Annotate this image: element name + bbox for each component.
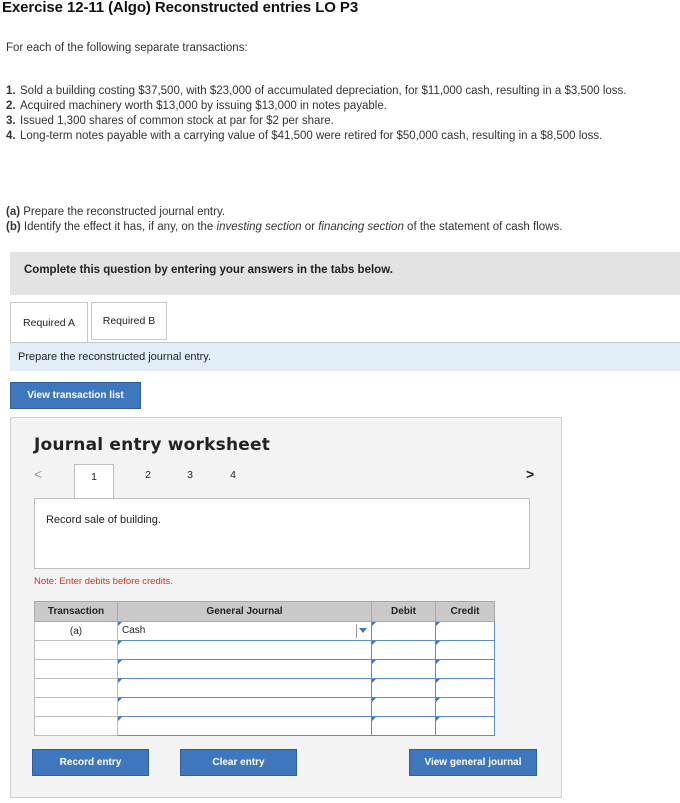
chevron-right-icon[interactable]: > (526, 466, 535, 482)
clear-entry-button[interactable]: Clear entry (180, 749, 297, 776)
page-tab-2[interactable]: 2 (145, 469, 151, 481)
transaction-text: Issued 1,300 shares of common stock at par for $2 per share. (20, 115, 334, 127)
transaction-text: Long-term notes payable with a carrying value of $41,500 were retired for $50,000 cash, resulting in a $8,500 loss. (20, 130, 603, 142)
instruction-b-label: (b) (6, 221, 21, 233)
column-header-credit: Credit (436, 602, 495, 622)
instruction-b-text: or (301, 221, 319, 233)
entry-note: Note: Enter debits before credits. (34, 576, 173, 587)
page-tab-1[interactable]: 1 (74, 464, 114, 498)
credit-input[interactable] (436, 679, 495, 698)
input-marker (436, 641, 440, 645)
column-header-debit: Debit (372, 602, 436, 622)
table-row (35, 717, 495, 736)
input-marker (436, 622, 440, 626)
entry-description-box (34, 498, 530, 569)
account-select[interactable] (118, 641, 372, 660)
view-general-journal-button[interactable]: View general journal (409, 749, 537, 776)
instructions (6, 205, 562, 235)
page-tab-3[interactable]: 3 (187, 469, 193, 481)
input-marker (372, 641, 376, 645)
prompt-banner (10, 342, 680, 371)
debit-input[interactable] (372, 660, 436, 679)
transaction-item (6, 114, 674, 129)
entry-description: Record sale of building. (46, 514, 161, 526)
tab-required-b[interactable]: Required B (91, 302, 167, 340)
transaction-item (6, 99, 674, 114)
worksheet-title: Journal entry worksheet (34, 435, 271, 455)
credit-input[interactable] (436, 698, 495, 717)
transaction-cell (35, 679, 118, 698)
input-marker (372, 622, 376, 626)
input-marker (118, 641, 122, 645)
transaction-text: Sold a building costing $37,500, with $23,000 of accumulated depreciation, for $11,000 cash, resulting in a $3,500 loss. (20, 85, 627, 97)
account-select[interactable] (118, 717, 372, 736)
input-marker (372, 717, 376, 721)
input-marker (372, 679, 376, 683)
transaction-text: Acquired machinery worth $13,000 by issuing $13,000 in notes payable. (20, 100, 387, 112)
transaction-item (6, 129, 674, 144)
complete-question-banner (10, 252, 680, 295)
credit-input[interactable] (436, 660, 495, 679)
intro-text: For each of the following separate transactions: (6, 42, 248, 54)
tab-required-a[interactable]: Required A (10, 302, 88, 342)
input-marker (436, 717, 440, 721)
journal-table-header (35, 602, 495, 622)
transaction-cell: (a) (35, 622, 118, 641)
account-value: Cash (122, 625, 146, 636)
credit-input[interactable] (436, 622, 495, 641)
instruction-b-emphasis: financing section (318, 221, 404, 233)
instruction-a (6, 205, 562, 220)
credit-input[interactable] (436, 717, 495, 736)
input-marker (118, 698, 122, 702)
record-entry-button[interactable]: Record entry (32, 749, 149, 776)
debit-input[interactable] (372, 641, 436, 660)
transaction-number: 4. (6, 130, 16, 142)
input-marker (372, 660, 376, 664)
debit-input[interactable] (372, 679, 436, 698)
transaction-cell (35, 641, 118, 660)
column-header-general-journal: General Journal (118, 602, 372, 622)
table-row (35, 679, 495, 698)
transaction-list (6, 84, 674, 144)
input-marker (436, 698, 440, 702)
transaction-cell (35, 717, 118, 736)
complete-question-text: Complete this question by entering your answers in the tabs below. (24, 264, 393, 276)
table-row (35, 660, 495, 679)
input-marker (118, 660, 122, 664)
instruction-a-label: (a) (6, 206, 21, 218)
debit-input[interactable] (372, 622, 436, 641)
transaction-item (6, 84, 674, 99)
input-marker (372, 698, 376, 702)
debit-input[interactable] (372, 698, 436, 717)
transaction-number: 2. (6, 100, 16, 112)
chevron-left-icon[interactable]: < (34, 466, 43, 482)
instruction-b-text: Identify the effect it has, if any, on the (23, 221, 217, 233)
account-select[interactable] (118, 698, 372, 717)
transaction-cell (35, 698, 118, 717)
table-row (35, 698, 495, 717)
input-marker (118, 717, 122, 721)
input-marker (118, 679, 122, 683)
instruction-b-emphasis: investing section (216, 221, 302, 233)
credit-input[interactable] (436, 641, 495, 660)
account-select[interactable] (118, 622, 372, 641)
transaction-number: 1. (6, 85, 16, 97)
instruction-b-text: of the statement of cash flows. (403, 221, 563, 233)
view-transaction-list-button[interactable]: View transaction list (10, 382, 141, 409)
account-select[interactable] (118, 660, 372, 679)
journal-entry-worksheet (10, 417, 562, 798)
input-marker (436, 679, 440, 683)
table-row (35, 622, 495, 641)
page-tab-4[interactable]: 4 (230, 469, 236, 481)
caret-down-icon[interactable] (359, 628, 367, 633)
transaction-cell (35, 660, 118, 679)
column-header-transaction: Transaction (35, 602, 118, 622)
instruction-b (6, 220, 562, 235)
page-title: Exercise 12-11 (Algo) Reconstructed entries LO P3 (2, 0, 359, 16)
transaction-number: 3. (6, 115, 16, 127)
prompt-text: Prepare the reconstructed journal entry. (18, 351, 212, 363)
instruction-a-text: Prepare the reconstructed journal entry. (23, 206, 226, 218)
debit-input[interactable] (372, 717, 436, 736)
table-row (35, 641, 495, 660)
journal-table (34, 601, 495, 736)
account-select[interactable] (118, 679, 372, 698)
input-marker (436, 660, 440, 664)
dropdown-separator (356, 624, 357, 638)
